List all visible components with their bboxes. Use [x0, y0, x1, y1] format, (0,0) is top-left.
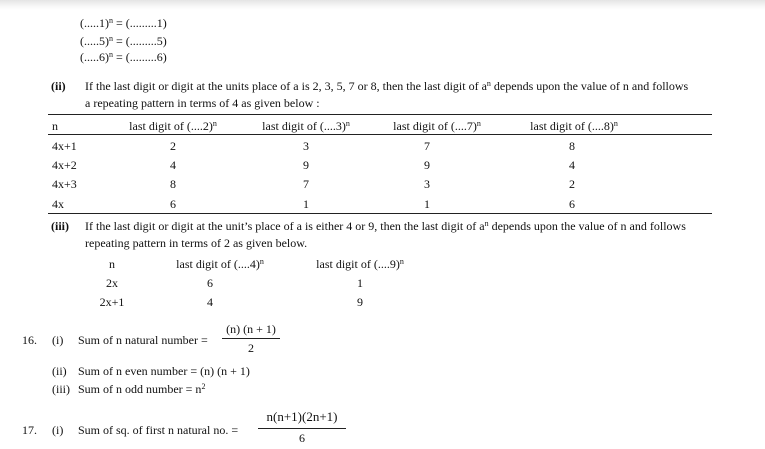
table-iii-header-4	[150, 257, 290, 271]
table-row-n: 4x+2	[52, 158, 77, 172]
table-ii-bottom-rule	[48, 213, 712, 214]
pattern-lhs: (.....5)	[80, 34, 109, 48]
header-sup: n	[399, 257, 404, 266]
item-16-ii-text: Sum of n even number = (n) (n + 1)	[78, 364, 250, 378]
section-ii-line2: a repeating pattern in terms of 4 as given below :	[85, 96, 320, 110]
fraction-bar	[258, 428, 346, 429]
header-sup: n	[613, 119, 618, 128]
table-ii-header-n: n	[52, 119, 58, 133]
table-ii-top-rule	[48, 114, 712, 115]
table-cell: 2	[569, 177, 575, 191]
pattern-2	[80, 34, 167, 48]
section-iii-text-b: depends upon the value of n and follows	[488, 219, 686, 233]
section-iii-sup: n	[484, 219, 489, 228]
table-cell: 7	[303, 177, 309, 191]
pattern-rhs: = (.........6)	[116, 50, 167, 64]
section-ii-sup: n	[486, 79, 491, 88]
header-sup: n	[476, 119, 481, 128]
header-text: last digit of (....9)	[316, 257, 400, 271]
pattern-exp: n	[109, 16, 113, 25]
item-16-i-text: Sum of n natural number =	[78, 333, 208, 347]
table-cell: 6	[569, 197, 575, 211]
pattern-exp: n	[109, 50, 113, 59]
table-row-n: 4x	[52, 197, 64, 211]
table-row-n: 2x	[106, 276, 118, 290]
pattern-rhs: = (.........1)	[116, 16, 167, 30]
table-ii-header-7	[357, 119, 517, 133]
table-cell: 9	[424, 158, 430, 172]
item-17-i-label: (i)	[52, 423, 64, 437]
section-iii-line2: repeating pattern in terms of 2 as given below.	[85, 236, 308, 250]
table-cell: 8	[569, 139, 575, 153]
item-17-fraction	[258, 410, 346, 446]
item-16-iii-base: Sum of n odd number = n	[78, 382, 202, 396]
fraction-numerator: (n) (n + 1)	[226, 322, 276, 336]
pattern-3	[80, 50, 167, 64]
item-16-iii-text	[78, 382, 205, 396]
table-cell: 1	[357, 276, 363, 290]
table-cell: 7	[424, 139, 430, 153]
table-cell: 4	[207, 295, 213, 309]
item-16-ii-label: (ii)	[52, 364, 67, 378]
page-top-shadow	[0, 0, 765, 10]
pattern-1	[80, 16, 167, 30]
section-ii-line1	[85, 79, 688, 93]
table-cell: 1	[303, 197, 309, 211]
table-iii-header-9	[290, 257, 430, 271]
header-sup: n	[212, 119, 217, 128]
header-text: last digit of (....7)	[393, 119, 477, 133]
header-text: last digit of (....4)	[176, 257, 260, 271]
table-cell: 4	[170, 158, 176, 172]
item-16-iii-sup: 2	[201, 382, 206, 391]
section-ii-label: (ii)	[51, 79, 66, 93]
pattern-lhs: (.....1)	[80, 16, 109, 30]
header-sup: n	[259, 257, 264, 266]
fraction-denominator: 6	[299, 431, 305, 445]
pattern-rhs: = (.........5)	[116, 34, 167, 48]
section-iii-text-a: If the last digit or digit at the unit’s place of a is either 4 or 9, then the last digit of a	[85, 219, 485, 233]
item-16-fraction	[222, 321, 280, 355]
table-row-n: 4x+1	[52, 139, 77, 153]
section-ii-text-a: If the last digit or digit at the units place of a is 2, 3, 5, 7 or 8, then the last digit of a	[85, 79, 487, 93]
table-ii-header-8	[494, 119, 654, 133]
table-cell: 3	[424, 177, 430, 191]
table-ii-header-2	[103, 119, 243, 133]
item-16-number: 16.	[22, 333, 37, 347]
table-cell: 6	[170, 197, 176, 211]
header-text: last digit of (....2)	[129, 119, 213, 133]
fraction-denominator: 2	[248, 341, 254, 355]
section-ii-text-b: depends upon the value of n and follows	[490, 79, 689, 93]
item-17-number: 17.	[22, 423, 37, 437]
pattern-lhs: (.....6)	[80, 50, 109, 64]
table-row-n: 2x+1	[99, 295, 125, 309]
header-sup: n	[345, 119, 350, 128]
table-cell: 1	[424, 197, 430, 211]
header-text: last digit of (....3)	[262, 119, 346, 133]
header-text: last digit of (....8)	[530, 119, 614, 133]
item-16-i-label: (i)	[52, 333, 64, 347]
table-cell: 9	[303, 158, 309, 172]
table-cell: 6	[207, 276, 213, 290]
item-17-i-text: Sum of sq. of first n natural no. =	[78, 423, 239, 437]
table-row-n: 4x+3	[52, 177, 77, 191]
fraction-numerator: n(n+1)(2n+1)	[266, 409, 338, 424]
table-ii-header-3	[236, 119, 376, 133]
section-iii-label: (iii)	[51, 219, 69, 233]
table-cell: 3	[303, 139, 309, 153]
pattern-exp: n	[109, 34, 113, 43]
table-ii-header-rule	[48, 134, 712, 135]
item-16-iii-label: (iii)	[52, 382, 70, 396]
table-cell: 9	[357, 295, 363, 309]
table-iii-header-n: n	[109, 257, 115, 271]
section-iii-line1	[85, 219, 686, 233]
table-cell: 4	[569, 158, 575, 172]
table-cell: 8	[170, 177, 176, 191]
fraction-bar	[222, 338, 280, 339]
table-cell: 2	[170, 139, 176, 153]
